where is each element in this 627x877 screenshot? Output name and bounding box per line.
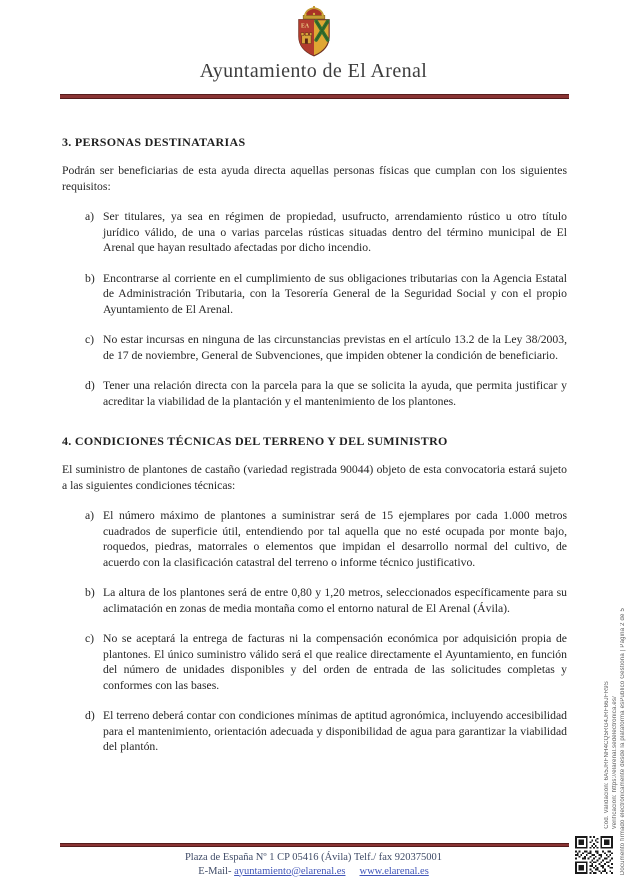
coat-of-arms-icon xyxy=(288,6,340,58)
signature-statement-text: Documento firmado electrónicamente desde la plataforma esPublico Gestiona | Página 2 de 5 xyxy=(620,607,626,875)
document-body xyxy=(62,135,567,755)
list-item xyxy=(85,708,567,755)
email-link[interactable]: ayuntamiento@elarenal.es xyxy=(234,865,346,877)
item-text: Encontrarse al corriente en el cumplimiento de sus obligaciones tributarias con la Agencia Estatal de Administración Tributaria, con la Tesorería General de la Seguridad Social y con el propio Ayuntamiento de El Arenal. xyxy=(103,271,567,316)
item-text: No se aceptará la entrega de facturas ni la compensación económica por adquisición propia de plantones. El único suministro válido será el que realice directamente el Ayuntamiento, en función del número de unidades disponibles y del orden de entrada de las solicitudes completas y conformes con las bases. xyxy=(103,632,567,692)
item-label: d) xyxy=(85,709,95,722)
section-3-list xyxy=(62,209,567,409)
item-text: Tener una relación directa con la parcela para la que se solicita la ayuda, que permita justificar y acreditar la viabilidad de la plantación y el mantenimiento de los plantones. xyxy=(103,379,567,408)
footer-address: Plaza de España Nº 1 CP 05416 (Ávila) Telf./ fax 920375001 xyxy=(184,852,443,863)
validation-code-text: Cód. Validación: 6A5JRFNH4CQ5RG4JRF66JFR9S xyxy=(604,681,610,829)
organization-title: Ayuntamiento de El Arenal xyxy=(199,60,428,82)
item-text: La altura de los plantones será de entre 0,80 y 1,20 metros, seleccionados específicamente para su aclimatación en zonas de media montaña como el entorno natural de El Arenal (Ávila). xyxy=(103,586,567,615)
item-label: d) xyxy=(85,379,95,392)
section-4-intro: El suministro de plantones de castaño (variedad registrada 90044) objeto de esta convocatoria estará sujeto a las siguientes condiciones técnicas: xyxy=(62,463,567,492)
email-label: E-Mail- xyxy=(198,865,232,877)
svg-text:EA: EA xyxy=(300,23,309,30)
document-header xyxy=(0,0,627,99)
footer-contact xyxy=(0,865,627,877)
item-label: c) xyxy=(85,333,95,346)
item-label: a) xyxy=(85,210,95,223)
esign-sidebar xyxy=(604,608,626,875)
section-3-title: 3. PERSONAS DESTINATARIAS xyxy=(62,135,246,149)
item-text: El número máximo de plantones a suministrar será de 15 ejemplares por cada 1.000 metros cuadrados de superficie útil, entendiendo por tal aquella que no esté ocupada por monte bajo, roquedos, piedras, matorrales o elementos que impidan el desarrollo normal del cultivo, de acuerdo con la clasificación catastral del terreno o informe técnico justificativo. xyxy=(103,509,567,569)
list-item xyxy=(85,585,567,616)
section-4-list xyxy=(62,508,567,755)
list-item xyxy=(85,378,567,409)
item-label: b) xyxy=(85,271,95,285)
list-item xyxy=(85,508,567,570)
website-link[interactable]: www.elarenal.es xyxy=(359,865,429,877)
item-text: Ser titulares, ya sea en régimen de propiedad, usufructo, arrendamiento rústico u otro título jurídico válido, de una o varias parcelas rústicas situadas dentro del término municipal de El Arenal que hayan resultado afectadas por dicho incendio. xyxy=(103,210,567,254)
verification-url-text: Verificación: https://elarenal.sedelectronica.es/ xyxy=(612,695,618,829)
document-footer xyxy=(0,843,627,877)
header-rule xyxy=(60,94,569,99)
qr-code xyxy=(575,836,613,874)
list-item xyxy=(85,209,567,256)
section-3-intro: Podrán ser beneficiarias de esta ayuda directa aquellas personas físicas que cumplan con los siguientes requisitos: xyxy=(62,164,567,193)
item-text: El terreno deberá contar con condiciones mínimas de aptitud agronómica, incluyendo accesibilidad para el mantenimiento, orientación adecuada y disponibilidad de agua para garantizar la viabilidad del plantón. xyxy=(103,709,567,753)
section-4-title: 4. CONDICIONES TÉCNICAS DEL TERRENO Y DEL SUMINISTRO xyxy=(62,434,448,448)
footer-rule xyxy=(60,843,569,847)
list-item xyxy=(85,332,567,363)
item-label: a) xyxy=(85,509,95,522)
item-text: No estar incursas en ninguna de las circunstancias previstas en el artículo 13.2 de la Ley 38/2003, de 17 de noviembre, General de Subvenciones, que impiden obtener la condición de beneficiario. xyxy=(103,333,567,362)
item-label: c) xyxy=(85,632,95,645)
item-label: b) xyxy=(85,586,95,599)
list-item xyxy=(85,631,567,693)
list-item xyxy=(85,271,567,318)
